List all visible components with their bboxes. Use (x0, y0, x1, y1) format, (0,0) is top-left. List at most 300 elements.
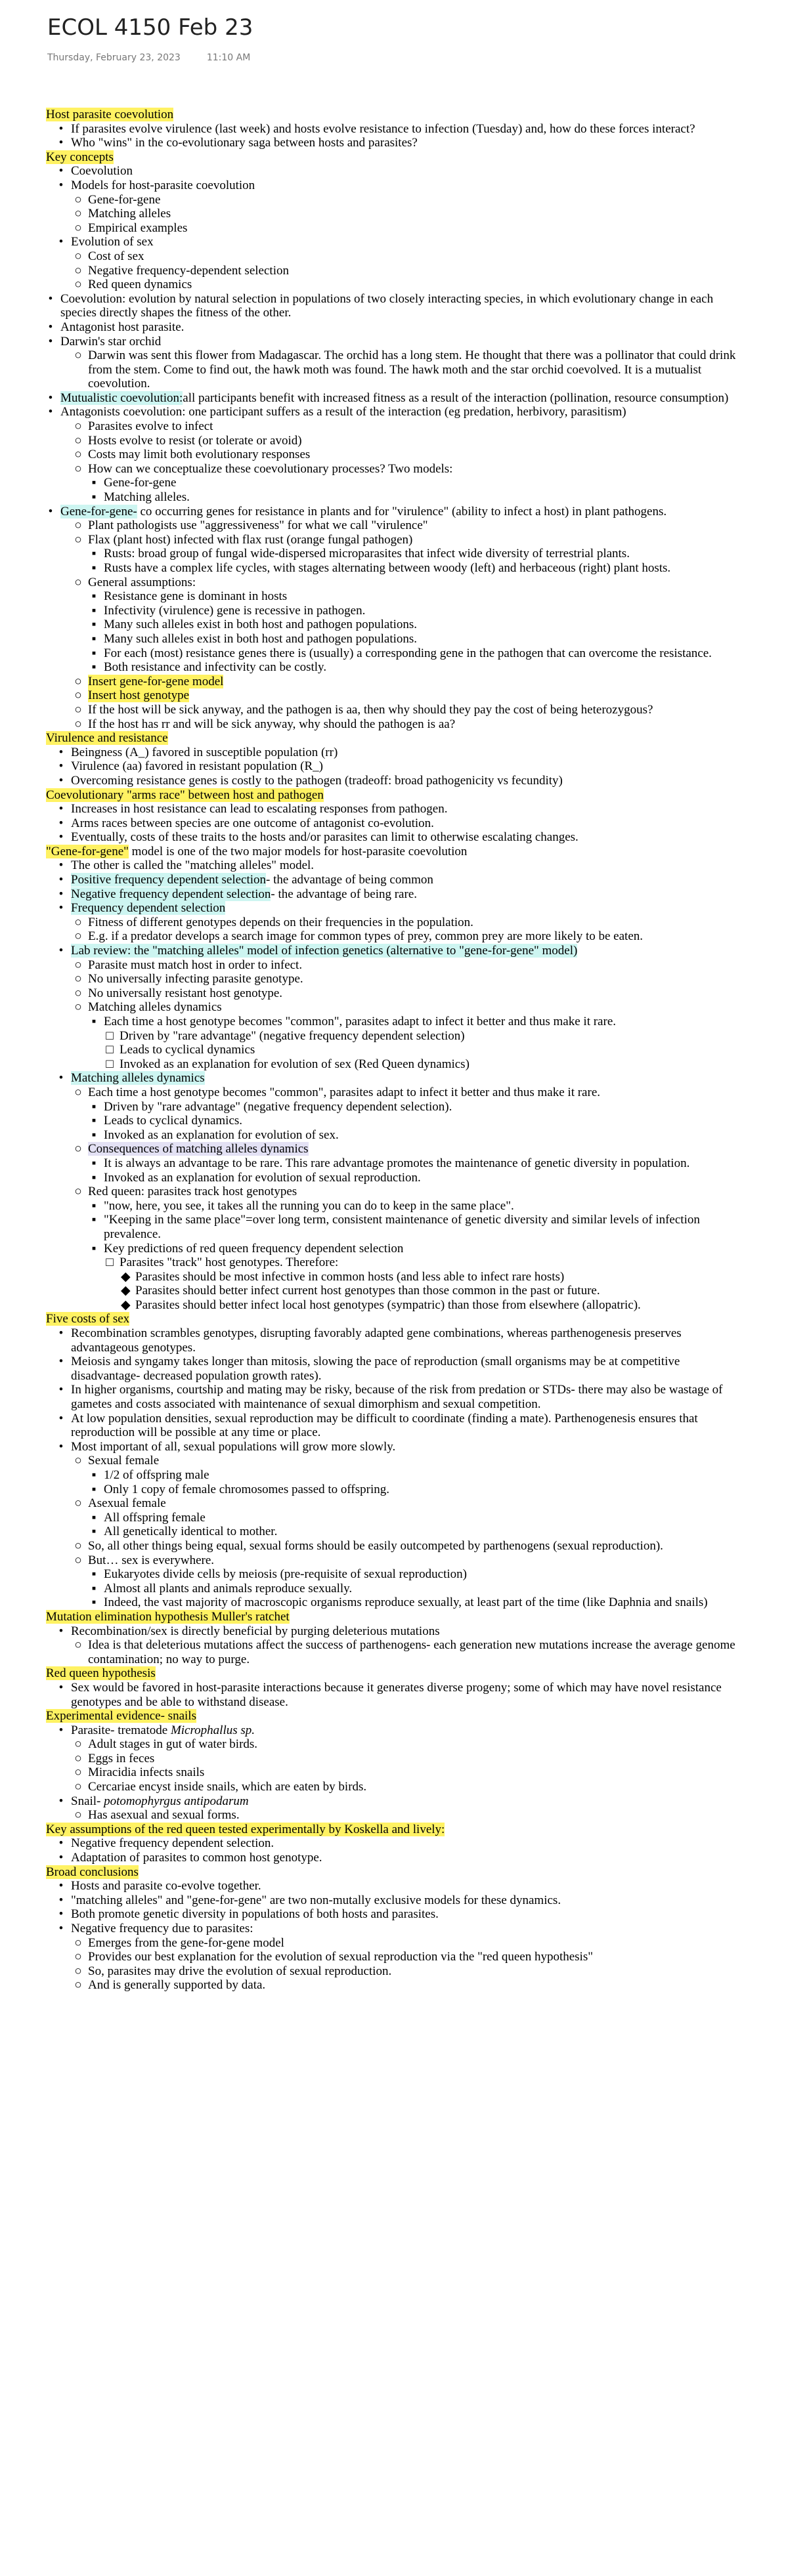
bullet-marker: ▪ (91, 476, 97, 490)
note-line (46, 1086, 742, 1100)
heading-text: Mutation elimination hypothesis Muller's ratchet (46, 1609, 290, 1624)
line-text (104, 1468, 742, 1483)
note-line (46, 348, 742, 391)
note-line (46, 533, 742, 547)
heading-text: Insert gene-for-gene model (88, 674, 224, 688)
note-line (46, 122, 742, 137)
note-line (46, 320, 742, 335)
bullet-marker: • (58, 1624, 64, 1638)
line-text (104, 1171, 742, 1185)
note-line (46, 1468, 742, 1483)
line-text (71, 944, 742, 958)
bullet-marker: • (48, 504, 53, 518)
line-content: "Keeping in the same place"=over long term, consistent maintenance of genetic diversity and similar levels of infection prevalence. (104, 1213, 700, 1241)
bullet-marker: ○ (74, 348, 82, 363)
bullet-marker: □ (106, 1057, 114, 1071)
note-line (46, 193, 742, 207)
bullet-marker: ○ (74, 1553, 82, 1567)
note-line (46, 774, 742, 788)
note-line (46, 972, 742, 986)
line-content: Eukaryotes divide cells by meiosis (pre-requisite of sexual reproduction) (104, 1567, 467, 1582)
line-content: Miracidia infects snails (88, 1765, 205, 1780)
line-text (88, 533, 742, 547)
line-content: So, all other things being equal, sexual forms should be easily outcompeted by parthenogens (sexual reproduction). (88, 1538, 663, 1553)
line-content: Leads to cyclical dynamics (120, 1043, 255, 1057)
line-text (71, 1879, 742, 1893)
line-content: Eggs in feces (88, 1751, 155, 1765)
line-text (71, 1794, 742, 1809)
line-text (71, 1326, 742, 1355)
note-line (46, 249, 742, 264)
line-content: General assumptions: (88, 575, 196, 589)
line-text (71, 1893, 742, 1908)
line-text (71, 136, 742, 150)
line-rest-text: model is one of the two major models for host-parasite coevolution (128, 844, 468, 858)
note-line (46, 688, 742, 703)
line-text (88, 1737, 742, 1752)
line-text (88, 958, 742, 973)
line-text (71, 1907, 742, 1922)
bullet-marker: • (58, 1439, 64, 1454)
line-content: Provides our best explanation for the evolution of sexual reproduction via the "red queen hypothesis" (88, 1950, 593, 1964)
bullet-marker: □ (106, 1043, 114, 1057)
line-content: Infectivity (virulence) gene is recessive in pathogen. (104, 603, 366, 618)
note-line (46, 901, 742, 916)
note-line (46, 1681, 742, 1709)
bullet-marker: ▪ (91, 547, 97, 561)
line-content: Hosts and parasite co-evolve together. (71, 1879, 261, 1893)
line-content: Negative frequency dependent selection. (71, 1836, 274, 1851)
note-line (46, 717, 742, 732)
line-content: Fitness of different genotypes depends on their frequencies in the population. (88, 915, 473, 929)
highlighted-term: "Gene-for-gene" (46, 844, 129, 858)
line-content: Both promote genetic diversity in populations of both hosts and parasites. (71, 1907, 439, 1922)
line-text (46, 108, 742, 122)
bullet-marker: ○ (74, 461, 82, 476)
note-line (46, 1298, 742, 1313)
line-text (71, 1071, 742, 1086)
line-text (88, 688, 742, 703)
line-text (46, 845, 742, 859)
line-content: Red queen dynamics (88, 278, 192, 292)
line-text (71, 802, 742, 816)
note-line (46, 1936, 742, 1951)
note-line (46, 391, 742, 406)
bullet-marker: ▪ (91, 646, 97, 660)
line-text (88, 434, 742, 448)
note-line (46, 1879, 742, 1893)
line-text (104, 490, 742, 505)
bullet-marker: ○ (74, 1085, 82, 1099)
line-content: Has asexual and sexual forms. (88, 1808, 240, 1823)
bullet-marker: • (58, 1411, 64, 1425)
line-text (88, 1185, 742, 1199)
line-text (104, 1156, 742, 1171)
note-line (46, 1950, 742, 1964)
line-content: Sex would be favored in host-parasite interactions because it generates diverse progeny; some of which may have novel resistance genotypes and be able to withstand disease. (71, 1680, 722, 1709)
line-text (88, 221, 742, 236)
line-content: Indeed, the vast majority of macroscopic organisms reproduce sexually, at least part of the time (like Daphnia and snails) (104, 1595, 708, 1610)
line-content: Negative frequency-dependent selection (88, 263, 289, 278)
line-text (71, 858, 742, 873)
line-text (135, 1270, 742, 1284)
bullet-marker: ▪ (91, 660, 97, 675)
line-text (104, 1525, 742, 1539)
line-content: Overcoming resistance genes is costly to the pathogen (tradeoff: broad pathogenicity vs fecundity) (71, 773, 563, 788)
heading-text: Key assumptions of the red queen tested experimentally by Koskella and lively: (46, 1822, 445, 1836)
note-line (46, 1638, 742, 1666)
line-text (104, 1015, 742, 1029)
line-content: Emerges from the gene-for-gene model (88, 1935, 284, 1950)
line-content: Virulence (aa) favored in resistant population (R_) (71, 759, 323, 774)
bullet-marker: ○ (74, 929, 82, 944)
heading-text: Experimental evidence- snails (46, 1709, 196, 1723)
bullet-marker: ▪ (91, 1156, 97, 1170)
bullet-marker: ○ (74, 702, 82, 717)
note-line (46, 986, 742, 1001)
bullet-marker: • (58, 1879, 64, 1893)
bullet-marker: ○ (74, 1780, 82, 1794)
line-content: Gene-for-gene (88, 192, 161, 207)
line-content: If the host has rr and will be sick anyway, why should the pathogen is aa? (88, 717, 456, 731)
note-line (46, 1454, 742, 1468)
line-text (88, 1454, 742, 1468)
note-line (46, 1737, 742, 1752)
line-content: Empirical examples (88, 221, 188, 235)
bullet-marker: □ (106, 1028, 114, 1043)
line-content: The other is called the "matching alleles" model. (71, 858, 315, 873)
bullet-marker: • (58, 944, 64, 958)
line-text (104, 547, 742, 561)
bullet-marker: ○ (74, 221, 82, 235)
note-line (46, 150, 742, 165)
line-content: Invoked as an explanation for evolution of sex. (104, 1128, 339, 1142)
line-text (88, 1086, 742, 1100)
page-title: ECOL 4150 Feb 23 (47, 14, 253, 41)
line-content: Coevolution: evolution by natural selection in populations of two closely interacting species, in which evolutionary change in each species directly shapes the fitness of the other. (60, 291, 714, 320)
note-line (46, 1893, 742, 1908)
bullet-marker: • (58, 136, 64, 150)
line-text (88, 717, 742, 732)
bullet-marker: ○ (74, 207, 82, 221)
line-content: Who "wins" in the co-evolutionary saga between hosts and parasites? (71, 136, 418, 150)
note-line (46, 958, 742, 973)
bullet-marker: • (48, 391, 53, 405)
note-line (46, 1029, 742, 1044)
note-line (46, 1043, 742, 1057)
line-text (88, 1964, 742, 1979)
note-line (46, 1100, 742, 1114)
line-text (60, 292, 742, 320)
note-line (46, 1964, 742, 1979)
note-line (46, 1242, 742, 1256)
bullet-marker: • (58, 121, 64, 136)
line-content: Recombination scrambles genotypes, disrupting favorably adapted gene combinations, whereas parthenogenesis preserves advantageous genotypes. (71, 1326, 682, 1355)
bullet-marker: ○ (74, 278, 82, 292)
line-content: "now, here, you see, it takes all the running you can do to keep in the same place". (104, 1198, 514, 1213)
bullet-marker: • (58, 1071, 64, 1086)
line-text (71, 887, 742, 902)
line-text (88, 1780, 742, 1794)
note-line (46, 731, 742, 746)
line-content: For each (most) resistance genes there is (usually) a corresponding gene in the pathogen that can overcome the resistance. (104, 646, 712, 660)
note-line (46, 618, 742, 632)
line-content: Most important of all, sexual populations will grow more slowly. (71, 1439, 396, 1454)
note-line (46, 1610, 742, 1624)
line-text (71, 1851, 742, 1865)
note-line (46, 335, 742, 349)
line-text (88, 576, 742, 590)
note-line (46, 1539, 742, 1553)
line-text (88, 1950, 742, 1964)
line-content: E.g. if a predator develops a search image for common types of prey, common prey are more likely to be eaten. (88, 929, 644, 944)
bullet-marker: ▪ (91, 1128, 97, 1142)
bullet-marker: ▪ (91, 1198, 97, 1213)
note-line (46, 1582, 742, 1596)
note-line (46, 632, 742, 646)
line-content: Parasites should be most infective in common hosts (and less able to infect rare hosts) (135, 1269, 565, 1284)
bullet-marker: ▪ (91, 1595, 97, 1610)
line-text (88, 419, 742, 434)
line-content: Adult stages in gut of water birds. (88, 1737, 258, 1752)
note-line (46, 1128, 742, 1143)
bullet-marker: ▪ (91, 1015, 97, 1028)
line-text (120, 1256, 742, 1270)
note-line (46, 746, 742, 760)
bullet-marker: ▪ (91, 1468, 97, 1482)
line-content: Idea is that deleterious mutations affect the success of parthenogens- each generation new mutations increase the average genome contamination; no way to purge. (88, 1638, 735, 1666)
line-content: All offspring female (104, 1510, 206, 1525)
line-text (71, 179, 742, 193)
bullet-marker: • (58, 1680, 64, 1695)
note-line (46, 561, 742, 576)
note-line (46, 646, 742, 661)
line-content: Resistance gene is dominant in hosts (104, 589, 288, 604)
line-lead-text: Parasite- trematode (71, 1723, 171, 1737)
note-line (46, 1483, 742, 1497)
line-content: All genetically identical to mother. (104, 1525, 278, 1539)
line-content: Many such alleles exist in both host and pathogen populations. (104, 618, 418, 632)
note-line (46, 1865, 742, 1880)
bullet-marker: • (58, 1383, 64, 1397)
line-text (46, 788, 742, 803)
line-text (104, 1213, 742, 1241)
line-text (88, 348, 742, 391)
line-content: Matching alleles dynamics (88, 1000, 222, 1015)
bullet-marker: • (48, 405, 53, 419)
bullet-marker: ○ (74, 1000, 82, 1015)
line-text (88, 207, 742, 221)
note-line (46, 675, 742, 689)
note-line (46, 816, 742, 831)
line-content: In higher organisms, courtship and mating may be risky, because of the risk from predation or STDs- there may also be wastage of gametes and costs associated with maintenance of sexual dimorphism and sexual competition. (71, 1383, 723, 1412)
bullet-marker: ▪ (91, 603, 97, 618)
note-line (46, 419, 742, 434)
bullet-marker: ▪ (91, 589, 97, 604)
bullet-marker: ▪ (91, 618, 97, 632)
highlighted-term: Positive frequency dependent selection (71, 873, 267, 887)
line-text (71, 122, 742, 137)
line-content: Cost of sex (88, 249, 144, 263)
bullet-marker: • (58, 1723, 64, 1737)
note-line (46, 1553, 742, 1568)
heading-text: Key concepts (46, 150, 114, 164)
line-content: How can we conceptualize these coevolutionary processes? Two models: (88, 461, 453, 476)
line-content: Each time a host genotype becomes "common", parasites adapt to infect it better and thus make it rare. (88, 1085, 601, 1099)
note-line (46, 476, 742, 490)
bullet-marker: ▪ (91, 1525, 97, 1539)
note-line (46, 1412, 742, 1440)
note-line (46, 604, 742, 618)
line-content: Invoked as an explanation for evolution of sex (Red Queen dynamics) (120, 1057, 470, 1071)
line-text (71, 1412, 742, 1440)
line-content: Antagonists coevolution: one participant suffers as a result of the interaction (eg predation, herbivory, parasitism) (60, 405, 626, 419)
line-content: Eventually, costs of these traits to the hosts and/or parasites can limit to otherwise escalating changes. (71, 830, 579, 845)
bullet-marker: • (58, 235, 64, 249)
line-text (104, 1511, 742, 1525)
line-text (88, 972, 742, 986)
note-line (46, 1624, 742, 1639)
line-text (88, 703, 742, 717)
bullet-marker: • (58, 1326, 64, 1341)
page-date: Thursday, February 23, 2023 (47, 53, 181, 63)
line-content: Evolution of sex (71, 235, 154, 249)
line-content: It is always an advantage to be rare. This rare advantage promotes the maintenance of genetic diversity in population. (104, 1156, 690, 1170)
note-line (46, 518, 742, 533)
line-content: Parasites should better infect current host genotypes than those common in the past or future. (135, 1284, 600, 1298)
line-content: Parasites should better infect local host genotypes (sympatric) than those from elsewhere (allopatric). (135, 1298, 641, 1312)
line-content: Meiosis and syngamy takes longer than mitosis, slowing the pace of reproduction (small organisms may be at competitive disadvantage- decreased population growth rates). (71, 1355, 680, 1383)
line-text (88, 1539, 742, 1553)
species-name: Microphallus sp. (170, 1723, 255, 1737)
note-line (46, 1256, 742, 1270)
note-line (46, 1284, 742, 1298)
heading-text: Five costs of sex (46, 1312, 130, 1326)
bullet-marker: ▪ (91, 490, 97, 505)
bullet-marker: ○ (74, 1185, 82, 1199)
note-line (46, 1709, 742, 1723)
bullet-marker: ○ (74, 448, 82, 462)
note-line (46, 547, 742, 561)
note-line (46, 802, 742, 816)
line-text (88, 448, 742, 462)
note-line (46, 1015, 742, 1029)
bullet-marker: • (58, 178, 64, 192)
line-text (46, 1709, 742, 1723)
line-content: Hosts evolve to resist (or tolerate or avoid) (88, 433, 302, 448)
highlighted-term: Lab review: the "matching alleles" model of infection genetics (alternative to "gene-for-gene" model) (71, 944, 578, 958)
line-content: Plant pathologists use "aggressiveness" for what we call "virulence" (88, 518, 428, 533)
bullet-marker: ○ (74, 1142, 82, 1156)
line-content: Negative frequency due to parasites: (71, 1922, 253, 1935)
line-content: 1/2 of offspring male (104, 1468, 209, 1482)
line-text (88, 462, 742, 476)
bullet-marker: ◆ (121, 1298, 131, 1312)
note-line (46, 1794, 742, 1809)
note-line (46, 136, 742, 150)
bullet-marker: ○ (74, 1935, 82, 1950)
note-line (46, 462, 742, 476)
bullet-marker: ○ (74, 1496, 82, 1511)
note-line (46, 576, 742, 590)
note-line (46, 1836, 742, 1851)
bullet-marker: ○ (74, 1737, 82, 1752)
bullet-marker: • (58, 773, 64, 788)
line-text (88, 1765, 742, 1780)
line-content: Matching alleles. (104, 490, 190, 505)
line-text (104, 660, 742, 675)
note-line (46, 1907, 742, 1922)
line-content: Flax (plant host) infected with flax rust (orange fungal pathogen) (88, 532, 413, 547)
note-line (46, 1213, 742, 1241)
line-text (104, 632, 742, 646)
highlighted-term: Frequency dependent selection (71, 901, 226, 916)
line-content: Asexual female (88, 1496, 166, 1511)
line-text (46, 1823, 742, 1837)
bullet-marker: • (48, 291, 53, 306)
line-content: Parasite must match host in order to infect. (88, 958, 303, 972)
bullet-marker: • (58, 759, 64, 774)
note-line (46, 1496, 742, 1511)
line-text (71, 1836, 742, 1851)
line-text (71, 1922, 742, 1936)
note-line (46, 1270, 742, 1284)
bullet-marker: ▪ (91, 1114, 97, 1128)
note-line (46, 830, 742, 845)
note-line (46, 660, 742, 675)
line-text (71, 816, 742, 831)
note-line (46, 916, 742, 930)
line-text (71, 774, 742, 788)
highlighted-term: Gene-for-gene- (60, 504, 137, 518)
line-text (88, 193, 742, 207)
line-text (104, 561, 742, 576)
note-line (46, 1823, 742, 1837)
line-text (71, 1681, 742, 1709)
line-text (88, 986, 742, 1001)
bullet-marker: • (58, 1355, 64, 1369)
note-line (46, 1752, 742, 1766)
line-content: Only 1 copy of female chromosomes passed to offspring. (104, 1482, 389, 1496)
bullet-marker: ▪ (91, 1567, 97, 1582)
highlighted-term: Consequences of matching alleles dynamics (88, 1142, 309, 1156)
note-line (46, 1525, 742, 1539)
line-text (60, 505, 742, 519)
bullet-marker: • (48, 334, 53, 348)
note-line (46, 1440, 742, 1454)
note-line (46, 1326, 742, 1355)
note-line (46, 1666, 742, 1681)
note-line (46, 278, 742, 292)
note-line (46, 1312, 742, 1326)
line-content: Increases in host resistance can lead to escalating responses from pathogen. (71, 802, 448, 816)
bullet-marker: ○ (74, 1751, 82, 1765)
line-text (104, 476, 742, 490)
note-line (46, 873, 742, 887)
line-content: Gene-for-gene (104, 476, 177, 490)
line-text (71, 1723, 742, 1738)
line-text (104, 1582, 742, 1596)
note-line (46, 1355, 742, 1383)
note-line (46, 179, 742, 193)
line-text (104, 1100, 742, 1114)
note-line (46, 858, 742, 873)
heading-text: Insert host genotype (88, 688, 190, 703)
heading-text: Coevolutionary "arms race" between host and pathogen (46, 788, 324, 802)
line-text (104, 646, 742, 661)
line-content: If parasites evolve virulence (last week) and hosts evolve resistance to infection (Tuesday) and, how do these forces interact? (71, 121, 695, 136)
note-line (46, 448, 742, 462)
